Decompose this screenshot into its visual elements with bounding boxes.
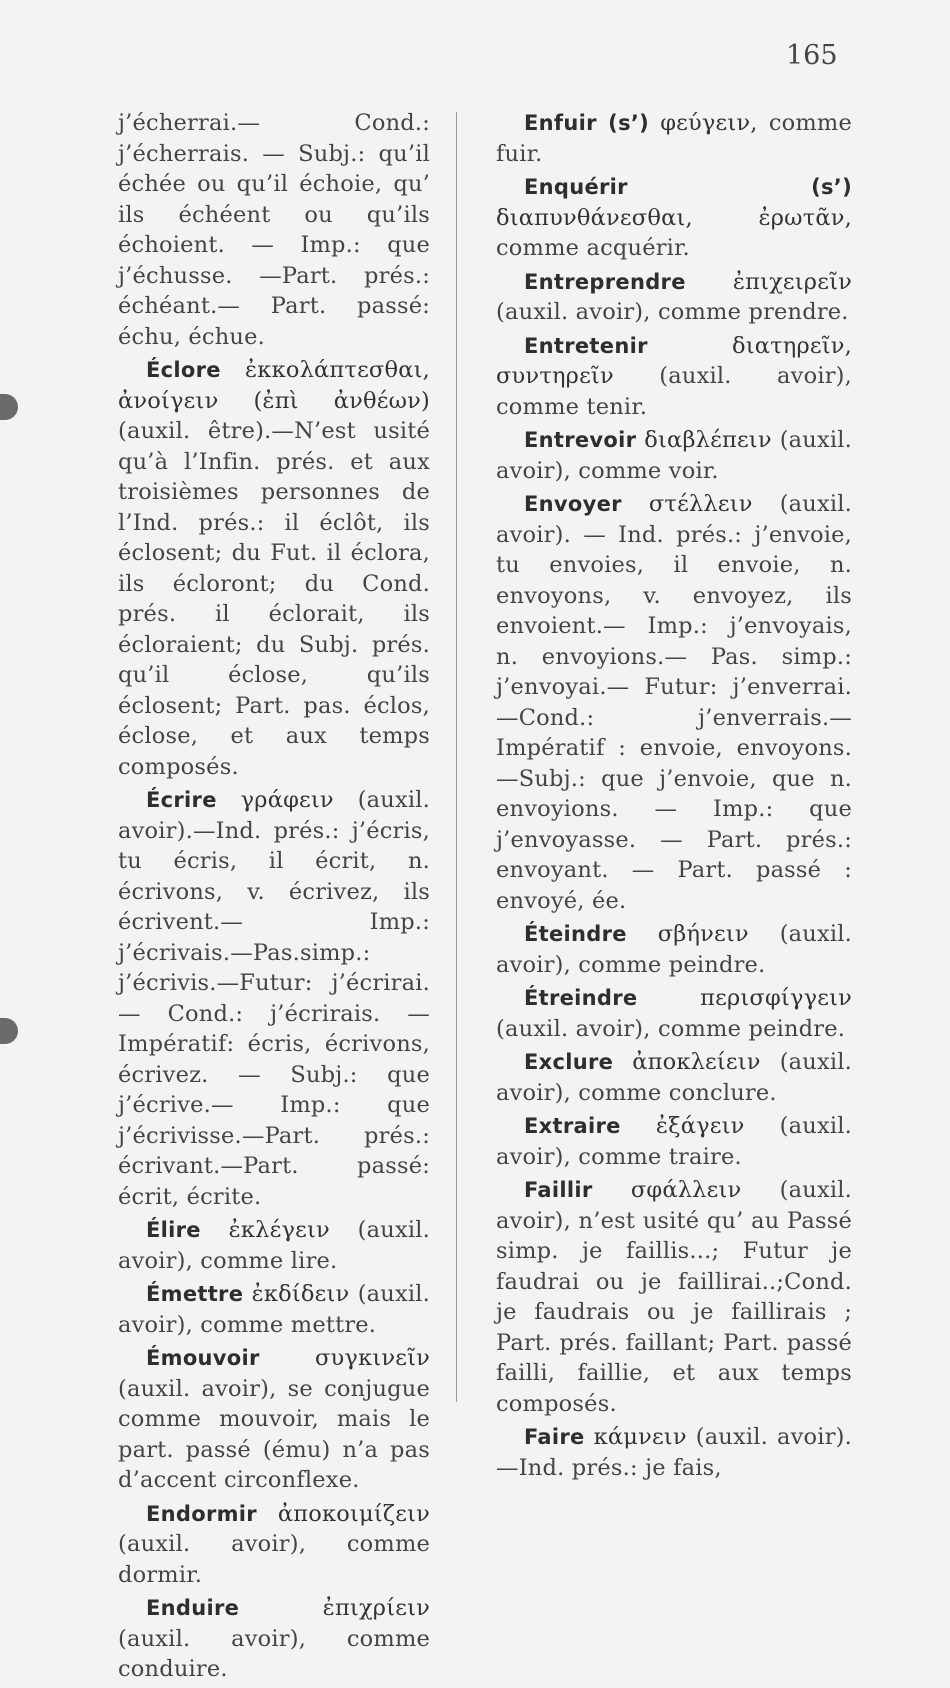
entry-greek-translation: κάμνειν: [593, 1424, 687, 1450]
entry-headword: Écrire: [146, 788, 217, 812]
dictionary-entry: [496, 919, 852, 980]
right-column: [496, 108, 852, 1486]
entry-conjugation-text: (auxil. avoir), comme voir.: [496, 427, 853, 484]
entry-conjugation-text: comme fuir.: [496, 110, 852, 167]
entry-conjugation-text: (auxil. avoir), comme lire.: [118, 1217, 430, 1274]
entry-conjugation-text: (auxil. avoir), se conjugue comme mouvoir, mais le part. passé (ému) n’a pas d’accent circonflexe.: [118, 1375, 430, 1493]
entry-conjugation-text: (auxil. avoir), comme peindre.: [496, 921, 853, 978]
entry-headword: Envoyer: [524, 492, 622, 516]
entry-conjugation-text: (auxil. avoir), comme tenir.: [496, 363, 852, 420]
entry-conjugation-text: (auxil. avoir).—Ind. prés.: j’écris, tu écris, il écrit, n. écrivons, v. écrivez, ils écrivent.— Imp.: j’écrivais.—Pas.simp.: j’écrivis.—Futur: j’écrirai.— Cond.: j’écrirais. — Impératif: écris, écrivons, écrivez. — Subj.: que j’écrive.— Imp.: que j’écrivisse.—Part. prés.: écrivant.—Part. passé: écrit, écrite.: [118, 787, 431, 1210]
entry-headword: Enquérir (s’): [524, 175, 852, 199]
entry-headword: Éteindre: [524, 922, 627, 946]
dictionary-entry: [118, 355, 430, 782]
punch-hole-mark: [0, 1018, 18, 1044]
entry-conjugation-text: (auxil. avoir), comme prendre.: [496, 299, 849, 325]
entry-headword: Faire: [524, 1425, 585, 1449]
entry-greek-translation: συγκινεῖν: [314, 1345, 430, 1371]
dictionary-entry: [118, 1593, 430, 1685]
entry-headword: Émettre: [146, 1282, 244, 1306]
entry-greek-translation: φεύγειν,: [660, 110, 758, 136]
entry-conjugation-text: (auxil. avoir), comme conduire.: [118, 1625, 430, 1682]
entry-greek-translation: περισφίγγειν: [700, 985, 852, 1011]
dictionary-entry: [496, 331, 852, 423]
left-column: [118, 108, 430, 1688]
entry-greek-translation: σφάλλειν: [630, 1177, 742, 1203]
dictionary-entry: [496, 1047, 852, 1108]
entry-headword: Entretenir: [524, 333, 648, 358]
entry-greek-translation: ἐκκολάπτεσθαι, ἀνοίγειν (ἐπὶ ἀνθέων): [118, 357, 430, 414]
entry-greek-translation: ἀποκλείειν: [632, 1049, 761, 1075]
entry-conjugation-text: j’écherrai.— Cond.: j’écherrais. — Subj.: qu’il échée ou qu’il échoie, qu’ ils échéent ou qu’ils échoient. — Imp.: que j’échusse. —Part. prés.: échéant.— Part. passé: échu, échue.: [118, 110, 430, 350]
dictionary-entry: [118, 1343, 430, 1496]
entry-headword: Endormir: [146, 1501, 257, 1526]
dictionary-entry: [118, 108, 430, 352]
column-divider: [456, 112, 457, 1402]
entry-greek-translation: ἐπιχρίειν: [322, 1595, 430, 1621]
dictionary-entry: [496, 489, 852, 916]
entry-greek-translation: ἀποκοιμίζειν: [277, 1500, 430, 1527]
page-number: 165: [786, 40, 838, 71]
entry-conjugation-text: (auxil. avoir), n’est usité qu’ au Passé simp. je faillis...; Futur je faudrai ou je faillirai..;Cond. je faudrais ou je faillirais ; Part. prés. faillant; Part. passé failli, faillie, et aux temps composés.: [496, 1177, 852, 1417]
dictionary-entry: [496, 108, 852, 169]
dictionary-entry: [496, 172, 852, 264]
dictionary-entry: [118, 1499, 430, 1591]
entry-greek-translation: διατηρεῖν, συντηρεῖν: [496, 332, 852, 389]
entry-conjugation-text: (auxil. avoir), comme conclure.: [496, 1049, 853, 1106]
entry-conjugation-text: (auxil. avoir), comme traire.: [496, 1113, 852, 1170]
dictionary-entry: [118, 785, 430, 1212]
entry-greek-translation: διαβλέπειν: [644, 427, 772, 453]
dictionary-entry: [118, 1215, 430, 1276]
dictionary-entry: [496, 267, 852, 328]
dictionary-entry: [496, 425, 852, 486]
entry-headword: Éclore: [146, 358, 221, 382]
entry-greek-translation: διαπυνθάνεσθαι, ἐρωτᾶν,: [496, 204, 852, 231]
dictionary-entry: [496, 1175, 852, 1419]
dictionary-entry: [118, 1279, 430, 1340]
entry-conjugation-text: (auxil. avoir), comme peindre.: [496, 1015, 846, 1042]
entry-conjugation-text: (auxil. avoir).—Ind. prés.: je fais,: [496, 1424, 852, 1481]
entry-conjugation-text: (auxil. avoir). — Ind. prés.: j’envoie, tu envoies, il envoie, n. envoyons, v. envoyez, ils envoient.— Imp.: j’envoyais, n. envoyions.— Pas. simp.: j’envoyai.— Futur: j’enverrai.—Cond.: j’enverrais.— Impératif : envoie, envoyons.—Subj.: que j’envoie, que n. envoyions. — Imp.: que j’envoyasse. — Part. prés.: envoyant. — Part. passé : envoyé, ée.: [496, 491, 853, 914]
entry-headword: Exclure: [524, 1050, 614, 1074]
entry-greek-translation: στέλλειν: [648, 491, 753, 517]
entry-conjugation-text: (auxil. être).—N’est usité qu’à l’Infin. prés. et aux troisièmes personnes de l’Ind. prés.: il éclôt, ils éclosent; du Fut. il éclora, ils écloront; du Cond. prés. il éclorait, ils écloraient; du Subj. prés. qu’il éclose, qu’ils éclosent; Part. pas. éclos, éclose, et aux temps composés.: [118, 418, 430, 780]
entry-greek-translation: ἐκδίδειν: [251, 1281, 350, 1307]
entry-greek-translation: γράφειν: [240, 787, 334, 813]
dictionary-entry: [496, 983, 852, 1044]
entry-headword: Enduire: [146, 1596, 240, 1620]
entry-headword: Faillir: [524, 1178, 593, 1202]
dictionary-entry: [496, 1422, 852, 1483]
entry-greek-translation: ἐκλέγειν: [228, 1217, 330, 1243]
entry-headword: Entreprendre: [524, 269, 686, 294]
entry-headword: Étreindre: [524, 986, 638, 1010]
entry-greek-translation: ἐξάγειν: [655, 1113, 745, 1139]
entry-conjugation-text: comme acquérir.: [496, 235, 690, 261]
punch-hole-mark: [0, 394, 18, 420]
entry-headword: Émouvoir: [146, 1346, 260, 1370]
entry-headword: Extraire: [524, 1114, 621, 1138]
entry-conjugation-text: (auxil. avoir), comme dormir.: [118, 1531, 430, 1588]
entry-conjugation-text: (auxil. avoir), comme mettre.: [118, 1281, 431, 1338]
dictionary-entry: [496, 1111, 852, 1172]
entry-greek-translation: ἐπιχειρεῖν: [732, 268, 852, 295]
entry-greek-translation: σβήνειν: [657, 921, 749, 947]
entry-headword: Élire: [146, 1218, 201, 1242]
entry-headword: Enfuir (s’): [524, 111, 650, 135]
entry-headword: Entrevoir: [524, 428, 637, 452]
